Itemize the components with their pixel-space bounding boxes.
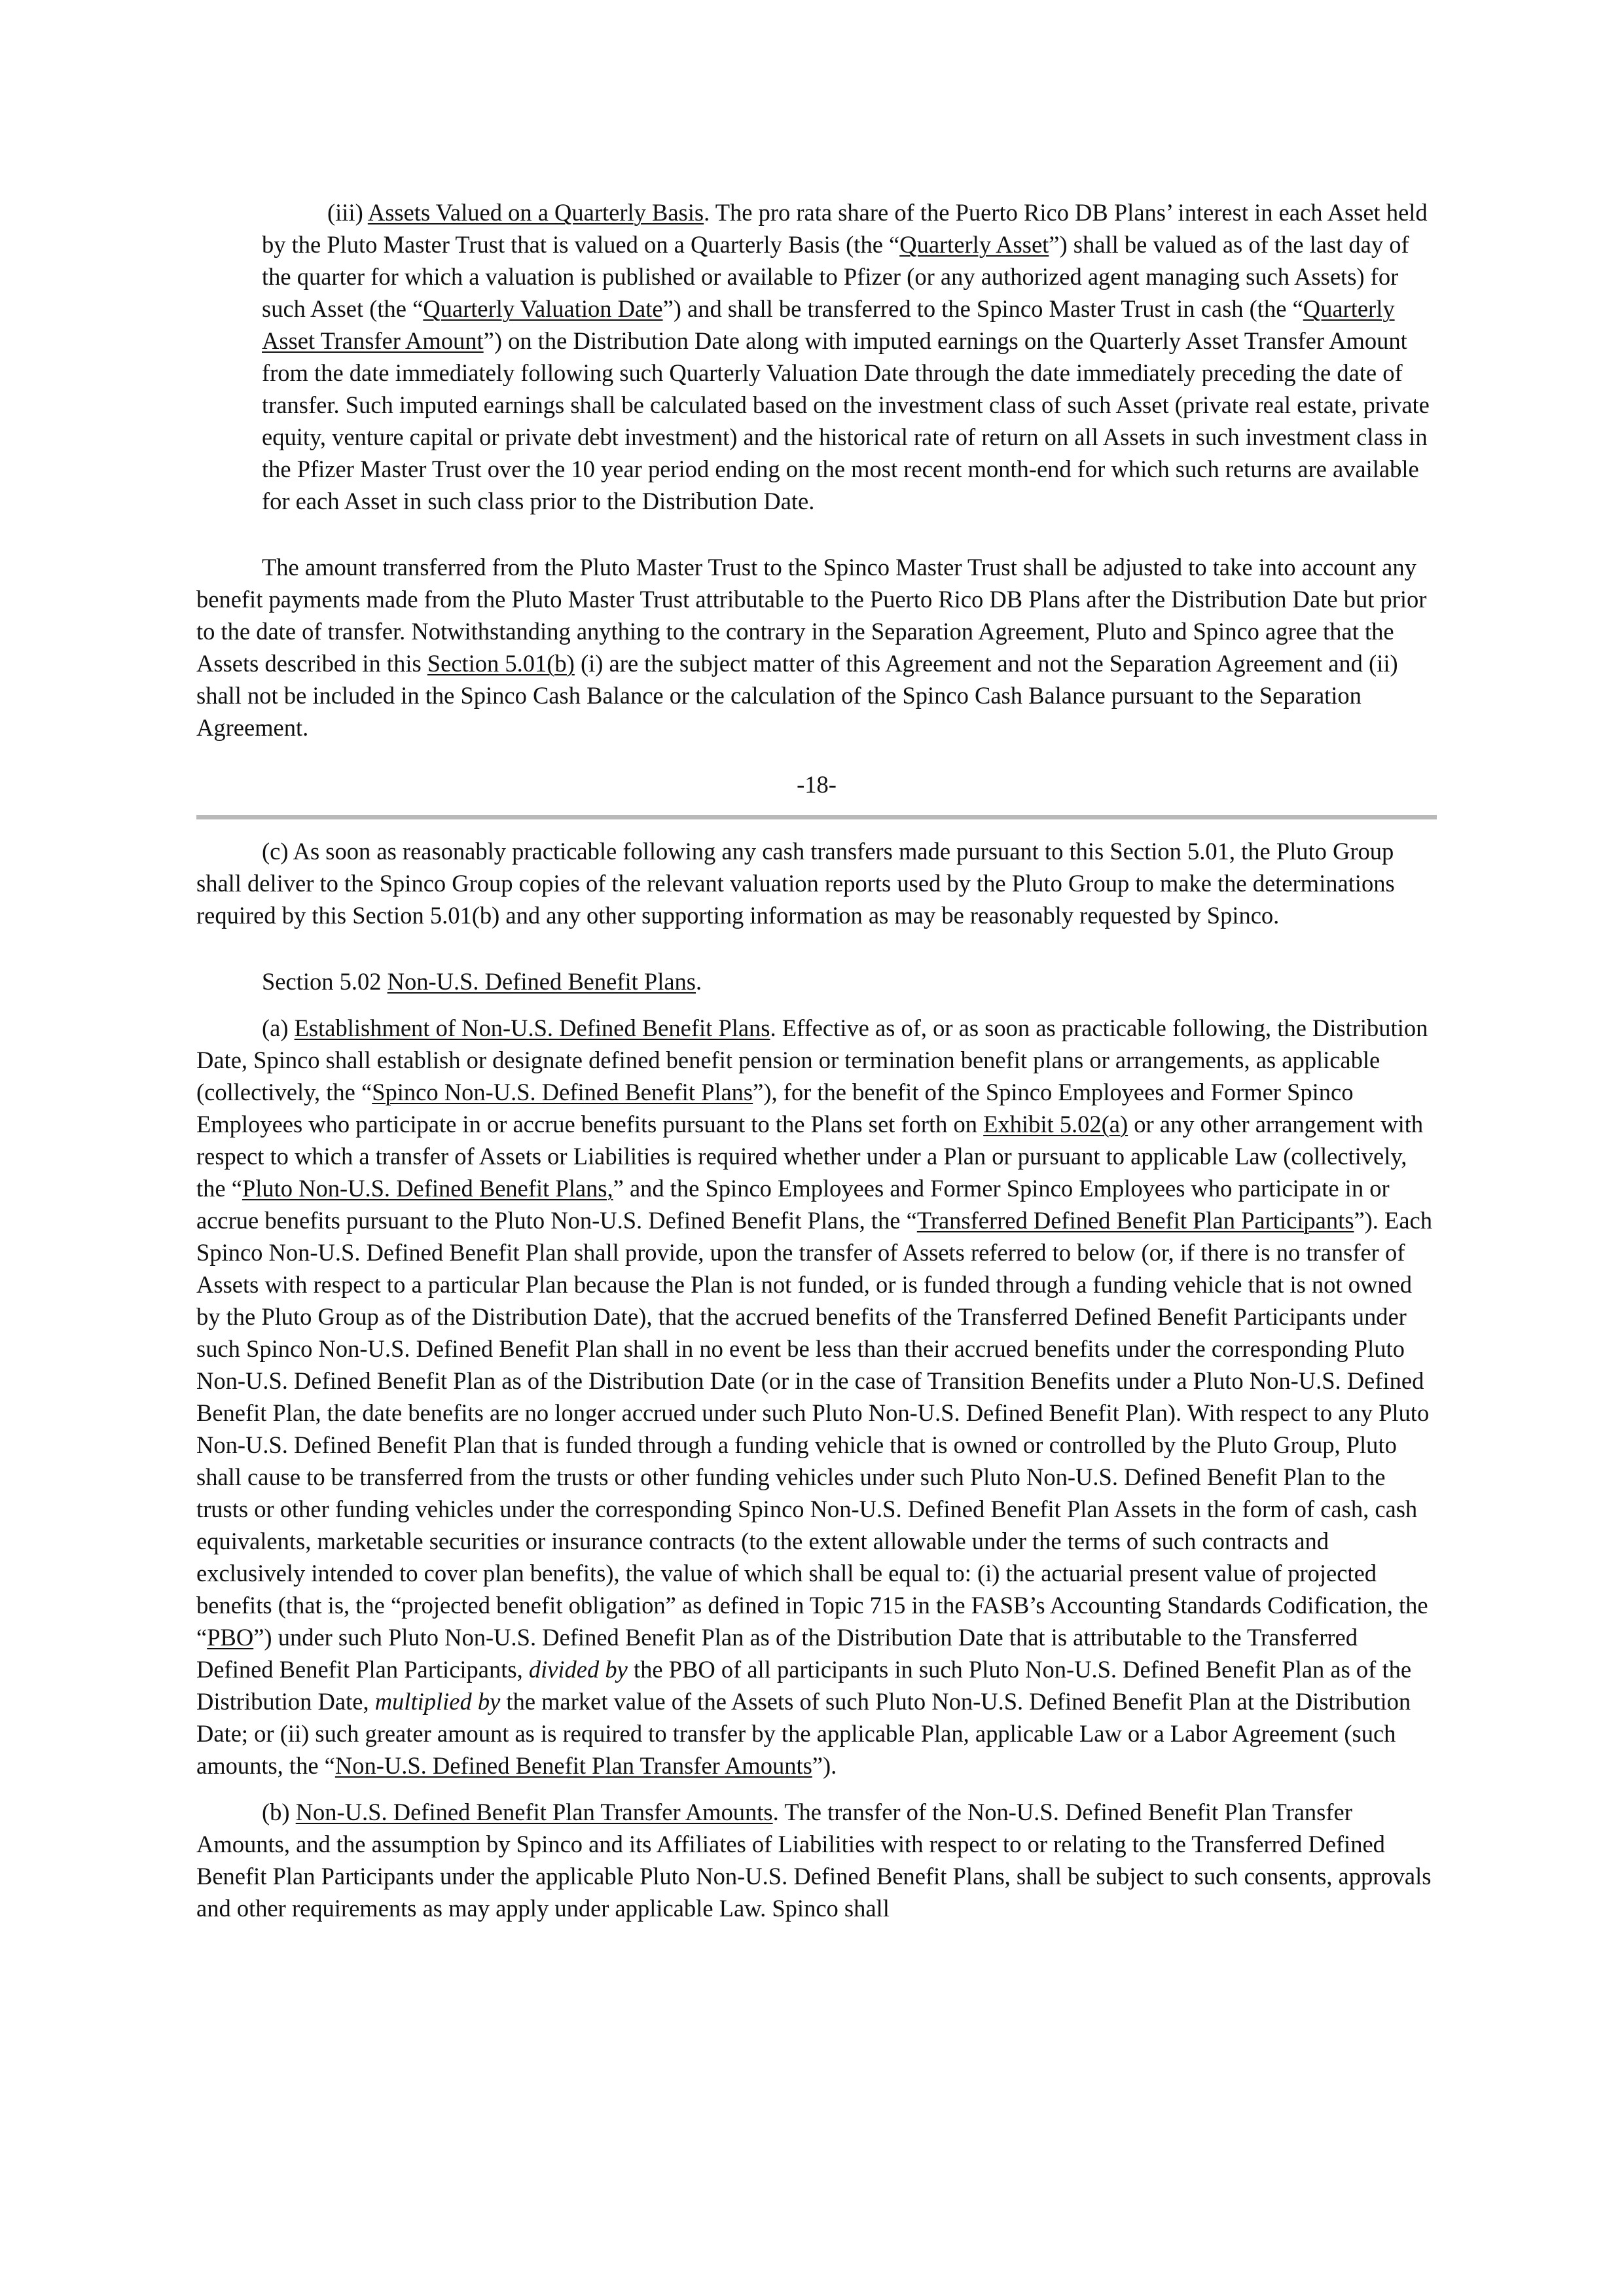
defined-term: Quarterly Valuation Date	[423, 295, 663, 322]
defined-term: Transferred Defined Benefit Plan Participants	[916, 1207, 1354, 1234]
defined-term: Non-U.S. Defined Benefit Plan Transfer Amounts	[334, 1752, 812, 1779]
defined-term: PBO	[207, 1624, 254, 1651]
clause-heading: Non-U.S. Defined Benefit Plan Transfer Amounts	[295, 1799, 773, 1825]
paragraph-a-establishment: (a) Establishment of Non-U.S. Defined Benefit Plans. Effective as of, or as soon as practicable following, the Distribution Date, Spinco shall establish or designate defined benefit pension or termination benefit plans or arrangements, as applicable (collectively, the “Spinco Non-U.S. Defined Benefit Plans”), for the benefit of the Spinco Employees and Former Spinco Employees who participate in or accrue benefits pursuant to the Plans set forth on Exhibit 5.02(a) or any other arrangement with respect to which a transfer of Assets or Liabilities is required whether under a Plan or pursuant to applicable Law (collectively, the “Pluto Non-U.S. Defined Benefit Plans,” and the Spinco Employees and Former Spinco Employees who participate in or accrue benefits pursuant to the Pluto Non-U.S. Defined Benefit Plans, the “Transferred Defined Benefit Plan Participants”). Each Spinco Non-U.S. Defined Benefit Plan shall provide, upon the transfer of Assets referred to below (or, if there is no transfer of Assets with respect to a particular Plan because the Plan is not funded, or is funded through a funding vehicle that is not owned by the Pluto Group as of the Distribution Date), that the accrued benefits of the Transferred Defined Benefit Participants under such Spinco Non-U.S. Defined Benefit Plan shall in no event be less than their accrued benefits under the corresponding Pluto Non-U.S. Defined Benefit Plan as of the Distribution Date (or in the case of Transition Benefits under a Pluto Non-U.S. Defined Benefit Plan, the date benefits are no longer accrued under such Pluto Non-U.S. Defined Benefit Plan). With respect to any Pluto Non-U.S. Defined Benefit Plan that is funded through a funding vehicle that is owned or controlled by the Pluto Group, Pluto shall cause to be transferred from the trusts or other funding vehicles under such Pluto Non-U.S. Defined Benefit Plan to the trusts or other funding vehicles under the corresponding Spinco Non-U.S. Defined Benefit Plan Assets in the form of cash, cash equivalents, marketable securities or insurance contracts (to the extent allowable under the terms of such contracts and exclusively intended to cover plan benefits), the value of which shall be equal to: (i) the actuarial present value of projected benefits (that is, the “projected benefit obligation” as defined in Topic 715 in the FASB’s Accounting Standards Codification, the “PBO”) under such Pluto Non-U.S. Defined Benefit Plan as of the Distribution Date that is attributable to the Transferred Defined Benefit Plan Participants, divided by the PBO of all participants in such Pluto Non-U.S. Defined Benefit Plan as of the Distribution Date, multiplied by the market value of the Assets of such Pluto Non-U.S. Defined Benefit Plan at the Distribution Date; or (ii) such greater amount as is required to transfer by the applicable Plan, applicable Law or a Labor Agreement (such amounts, the “Non-U.S. Defined Benefit Plan Transfer Amounts”).	[196, 1014, 1433, 1779]
paragraph-transfer-adjustment: The amount transferred from the Pluto Master Trust to the Spinco Master Trust shall be adjusted to take into account any benefit payments made from the Pluto Master Trust attributable to the Puerto Rico DB Plans after the Distribution Date but prior to the date of transfer. Notwithstanding anything to the contrary in the Separation Agreement, Pluto and Spinco agree that the Assets described in this Section 5.01(b) (i) are the subject matter of this Agreement and not the Separation Agreement and (ii) shall not be included in the Spinco Cash Balance or the calculation of the Spinco Cash Balance pursuant to the Separation Agreement.	[196, 554, 1427, 741]
defined-term: Spinco Non-U.S. Defined Benefit Plans	[372, 1079, 753, 1105]
paragraph-b-transfer-amounts: (b) Non-U.S. Defined Benefit Plan Transfer Amounts. The transfer of the Non-U.S. Defined Benefit Plan Transfer Amounts, and the assumption by Spinco and its Affiliates of Liabilities with respect to or relating to the Transferred Defined Benefit Plan Participants under the applicable Pluto Non-U.S. Defined Benefit Plans, shall be subject to such consents, approvals and other requirements as may apply under applicable Law. Spinco shall	[196, 1799, 1432, 1922]
section-reference: Section 5.01(b)	[427, 650, 575, 677]
clause-heading: Assets Valued on a Quarterly Basis	[367, 199, 704, 226]
section-5-02-heading: Section 5.02 Non-U.S. Defined Benefit Plans.	[262, 968, 702, 995]
page-number: -18-	[797, 771, 837, 798]
section-title: Non-U.S. Defined Benefit Plans	[387, 968, 696, 995]
exhibit-reference: Exhibit 5.02(a)	[983, 1111, 1128, 1138]
clause-number: (iii)	[327, 199, 368, 226]
defined-term: Quarterly Asset Transfer Amount	[262, 295, 1395, 354]
paragraph-iii-quarterly-assets: (iii) Assets Valued on a Quarterly Basis. The pro rata share of the Puerto Rico DB Plans’ interest in each Asset held by the Pluto Master Trust that is valued on a Quarterly Basis (the “Quarterly Asset”) shall be valued as of the last day of the quarter for which a valuation is published or available to Pfizer (or any authorized agent managing such Assets) for such Asset (the “Quarterly Valuation Date”) and shall be transferred to the Spinco Master Trust in cash (the “Quarterly Asset Transfer Amount”) on the Distribution Date along with imputed earnings on the Quarterly Asset Transfer Amount from the date immediately following such Quarterly Valuation Date through the date immediately preceding the date of transfer. Such imputed earnings shall be calculated based on the investment class of such Asset (private real estate, private equity, venture capital or private debt investment) and the historical rate of return on all Assets in such investment class in the Pfizer Master Trust over the 10 year period ending on the most recent month-end for which such returns are available for each Asset in such class prior to the Distribution Date.	[262, 199, 1430, 514]
paragraph-c-valuation-reports: (c) As soon as reasonably practicable following any cash transfers made pursuant to this Section 5.01, the Pluto Group shall deliver to the Spinco Group copies of the relevant valuation reports used by the Pluto Group to make the determinations required by this Section 5.01(b) and any other supporting information as may be reasonably requested by Spinco.	[196, 838, 1395, 929]
document-page	[196, 196, 1437, 1924]
clause-heading: Establishment of Non-U.S. Defined Benefit Plans	[294, 1014, 770, 1041]
emphasis: divided by	[528, 1656, 628, 1683]
page-break-divider	[196, 815, 1437, 819]
clause-number: (a)	[262, 1014, 295, 1041]
clause-number: (b)	[262, 1799, 296, 1825]
emphasis: multiplied by	[374, 1688, 501, 1715]
defined-term: Pluto Non-U.S. Defined Benefit Plans,	[242, 1175, 613, 1202]
defined-term: Quarterly Asset	[899, 231, 1049, 258]
